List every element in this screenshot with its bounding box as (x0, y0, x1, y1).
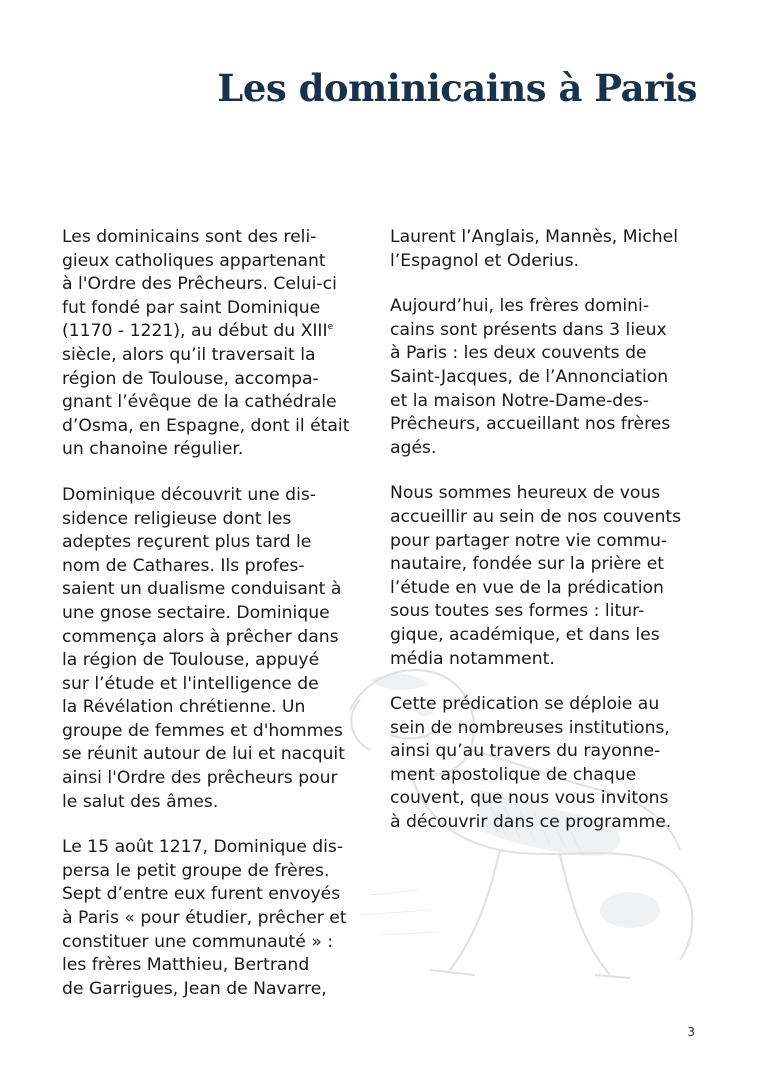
text-line: pour partager notre vie commu- (390, 530, 668, 551)
text-fragment: (1170 - 1221), au début du XIII (62, 321, 328, 342)
text-line: et la maison Notre-Dame-des- (390, 390, 649, 411)
text-line: Aujourd’hui, les frères domini- (390, 296, 650, 317)
text-line: à l'Ordre des Prêcheurs. Celui-ci (62, 274, 337, 295)
page-title: Les dominicains à Paris (217, 66, 697, 110)
text-line: sur l’étude et l'intelligence de (62, 673, 319, 694)
text-line: constituer une communauté » : (62, 931, 334, 952)
text-line: sidence religieuse dont les (62, 508, 292, 529)
paragraph-origins (62, 226, 372, 462)
text-line: siècle, alors qu’il traversait la (62, 344, 316, 365)
text-line: la Révélation chrétienne. Un (62, 697, 306, 718)
superscript: e (327, 322, 334, 333)
text-line: les frères Matthieu, Bertrand (62, 955, 310, 976)
text-line: Cette prédication se déploie au (390, 694, 660, 715)
paragraph-welcome (390, 482, 702, 671)
text-line: gique, académique, et dans les (390, 624, 660, 645)
left-column (62, 226, 372, 1023)
text-line: couvent, que nous vous invitons (390, 788, 669, 809)
text-line: gieux catholiques appartenant (62, 250, 326, 271)
text-line: Saint-Jacques, de l’Annonciation (390, 366, 669, 387)
text-line: ainsi l'Ordre des prêcheurs pour (62, 768, 338, 789)
text-line: de Garrigues, Jean de Navarre, (62, 978, 327, 999)
text-line: saient un dualisme conduisant à (62, 579, 342, 600)
paragraph-today (390, 295, 702, 460)
text-line: cains sont présents dans 3 lieux (390, 319, 667, 340)
text-line: une gnose sectaire. Dominique (62, 602, 330, 623)
text-line: l’Espagnol et Oderius. (390, 250, 579, 271)
text-line: commença alors à prêcher dans (62, 626, 339, 647)
text-line: région de Toulouse, accompa- (62, 368, 319, 389)
text-line: l’étude en vue de la prédication (390, 577, 664, 598)
text-line: agés. (390, 437, 437, 458)
text-line: un chanoine régulier. (62, 439, 244, 460)
text-line: groupe de femmes et d'hommes (62, 720, 343, 741)
text-line: à Paris : les deux couvents de (390, 343, 647, 364)
text-line: sous toutes ses formes : litur- (390, 601, 645, 622)
text-line: ment apostolique de chaque (390, 764, 637, 785)
text-line: Laurent l’Anglais, Mannès, Michel (390, 227, 679, 247)
paragraph-preaching (390, 693, 702, 835)
text-line: Sept d’entre eux furent envoyés (62, 884, 341, 905)
text-line: à Paris « pour étudier, prêcher et (62, 908, 347, 929)
text-line: Dominique découvrit une dis- (62, 484, 317, 505)
paragraph-paris-1217 (62, 836, 372, 1001)
text-line: ainsi qu’au travers du rayonne- (390, 741, 661, 762)
text-line: la région de Toulouse, appuyé (62, 650, 320, 671)
text-line: à découvrir dans ce programme. (390, 812, 672, 833)
text-line: accueillir au sein de nos couvents (390, 506, 682, 527)
page-number: 3 (687, 1025, 695, 1039)
text-line: nautaire, fondée sur la prière et (390, 554, 665, 575)
text-line: adeptes reçurent plus tard le (62, 532, 312, 553)
text-line: persa le petit groupe de frères. (62, 860, 330, 881)
text-line: Nous sommes heureux de vous (390, 483, 661, 504)
text-line: le salut des âmes. (62, 791, 219, 812)
paragraph-brothers-names (390, 226, 702, 273)
paragraph-cathares (62, 484, 372, 814)
text-line: se réunit autour de lui et nacquit (62, 744, 345, 765)
text-line: sein de nombreuses institutions, (390, 717, 670, 738)
text-line: fut fondé par saint Dominique (62, 297, 321, 318)
right-column (390, 226, 702, 857)
text-line: gnant l’évêque de la cathédrale (62, 392, 337, 413)
text-line (62, 320, 372, 344)
text-line: média notamment. (390, 648, 555, 669)
text-line: Les dominicains sont des reli- (62, 227, 317, 247)
text-line: d’Osma, en Espagne, dont il était (62, 415, 350, 436)
text-line: Le 15 août 1217, Dominique dis- (62, 837, 344, 858)
text-line: Prêcheurs, accueillant nos frères (390, 414, 671, 435)
text-line: nom de Cathares. Ils profes- (62, 555, 305, 576)
